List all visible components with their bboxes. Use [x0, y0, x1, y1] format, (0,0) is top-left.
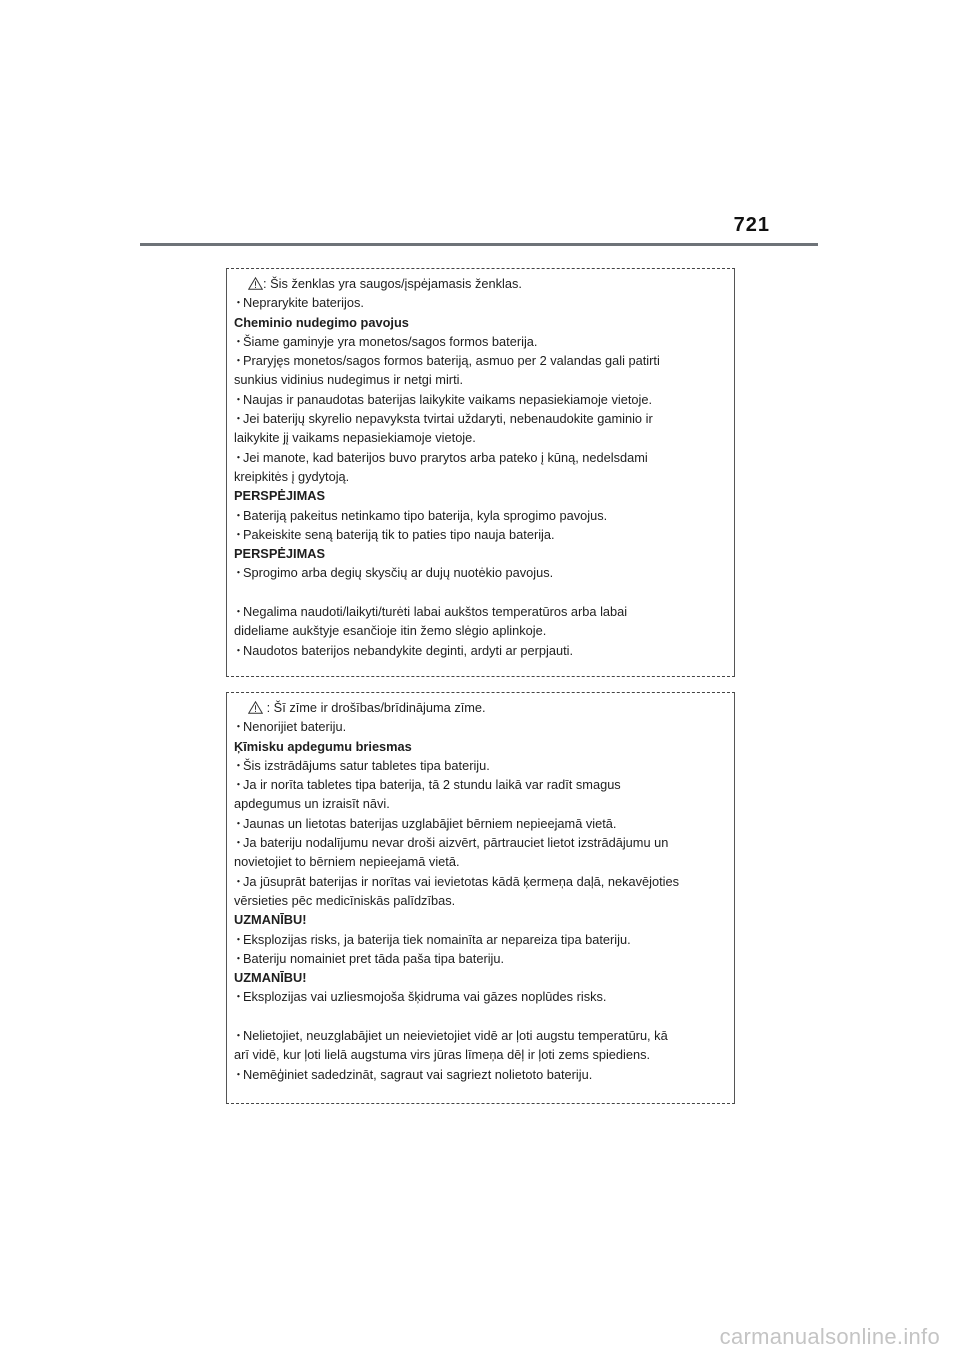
bullet-icon: ･ [235, 565, 242, 581]
bullet-icon: ･ [235, 835, 242, 851]
bullet-icon: ･ [235, 873, 242, 889]
bullet-icon: ･ [235, 604, 242, 620]
bullet-text: Pakeiskite seną bateriją tik to paties tipo nauja baterija. [243, 526, 555, 542]
bullet-line [234, 525, 728, 544]
bullet-line [234, 717, 728, 736]
bullet-line [234, 448, 728, 467]
box-content [234, 293, 728, 660]
bullet-text: Nemēģiniet sadedzināt, sagraut vai sagriezt nolietoto bateriju. [243, 1066, 593, 1082]
bullet-icon: ･ [235, 777, 242, 793]
bullet-icon: ･ [235, 353, 242, 369]
watermark: carmanualsonline.info [719, 1324, 940, 1349]
blank-line [234, 583, 728, 602]
bullet-icon: ･ [235, 757, 242, 773]
bullet-text: Sprogimo arba degių skysčių ar dujų nuotėkio pavojus. [243, 565, 554, 581]
blank-line [234, 1007, 728, 1026]
section-heading: UZMANĪBU! [234, 912, 307, 928]
continuation-line: arī vidē, kur ļoti lielā augstuma virs jūras līmeņa dēļ ir ļoti zems spiediens. [234, 1047, 651, 1063]
page-number: 721 [733, 214, 770, 236]
warning-box-latvian [226, 692, 735, 1104]
warning-box-lithuanian [226, 268, 735, 677]
continuation-line: dideliame aukštyje esančioje itin žemo slėgio aplinkoje. [234, 623, 547, 639]
bullet-text: Nenorijiet bateriju. [243, 719, 347, 735]
box-content [234, 717, 728, 1084]
bullet-line [234, 409, 728, 428]
bullet-line [234, 987, 728, 1006]
bullet-icon: ･ [235, 989, 242, 1005]
continuation-line: sunkius vidinius nudegimus ir netgi mirti. [234, 372, 464, 388]
bullet-icon: ･ [235, 333, 242, 349]
bullet-icon: ･ [235, 507, 242, 523]
bullet-line [234, 506, 728, 525]
header-rule [140, 243, 818, 246]
bullet-text: Ja ir norīta tabletes tipa baterija, tā 2 stundu laikā var radīt smagus [243, 777, 621, 793]
bullet-line [234, 641, 728, 660]
bullet-icon: ･ [235, 642, 242, 658]
bullet-text: Bateriju nomainiet pret tāda paša tipa bateriju. [243, 950, 505, 966]
bullet-line [234, 872, 728, 891]
bullet-icon: ･ [235, 411, 242, 427]
bullet-line [234, 1065, 728, 1084]
bullet-text: Ja jūsuprāt baterijas ir norītas vai ievietotas kādā ķermeņa daļā, nekavējoties [243, 873, 680, 889]
bullet-line [234, 833, 728, 852]
bullet-text: Jaunas un lietotas baterijas uzglabājiet bērniem nepieejamā vietā. [243, 815, 617, 831]
continuation-line: vērsieties pēc medicīniskās palīdzības. [234, 892, 456, 908]
bullet-text: Nelietojiet, neuzglabājiet un neievietojiet vidē ar ļoti augstu temperatūru, kā [243, 1028, 668, 1044]
bullet-icon: ･ [235, 719, 242, 735]
bullet-line [234, 602, 728, 621]
bullet-text: Praryjęs monetos/sagos formos bateriją, asmuo per 2 valandas gali patirti [243, 353, 660, 369]
warning-triangle-icon [248, 277, 263, 290]
bullet-icon: ･ [235, 950, 242, 966]
bullet-line [234, 332, 728, 351]
bullet-text: Naujas ir panaudotas baterijas laikykite vaikams nepasiekiamoje vietoje. [243, 391, 653, 407]
continuation-line: novietojiet to bērniem nepieejamā vietā. [234, 854, 460, 870]
bullet-icon: ･ [235, 931, 242, 947]
warning-header [234, 698, 728, 717]
bullet-icon: ･ [235, 295, 242, 311]
section-heading: Ķīmisku apdegumu briesmas [234, 738, 412, 754]
warning-triangle-icon [248, 701, 263, 714]
warning-header [234, 274, 728, 293]
bullet-line [234, 293, 728, 312]
continuation-line: kreipkitės į gydytoją. [234, 468, 350, 484]
section-heading: UZMANĪBU! [234, 970, 307, 986]
bullet-text: Šiame gaminyje yra monetos/sagos formos baterija. [243, 333, 538, 349]
continuation-line: laikykite jį vaikams nepasiekiamoje vietoje. [234, 430, 476, 446]
section-heading: PERSPĖJIMAS [234, 488, 326, 504]
bullet-icon: ･ [235, 391, 242, 407]
bullet-icon: ･ [235, 1028, 242, 1044]
bullet-text: Ja bateriju nodalījumu nevar droši aizvērt, pārtrauciet lietot izstrādājumu un [243, 835, 669, 851]
warning-label: : Šī zīme ir drošības/brīdinājuma zīme. [266, 700, 486, 715]
section-heading: Cheminio nudegimo pavojus [234, 314, 409, 330]
bullet-icon: ･ [235, 815, 242, 831]
bullet-line [234, 756, 728, 775]
bullet-text: Jei baterijų skyrelio nepavyksta tvirtai uždaryti, nebenaudokite gaminio ir [243, 411, 653, 427]
bullet-text: Bateriją pakeitus netinkamo tipo baterija, kyla sprogimo pavojus. [243, 507, 608, 523]
bullet-line [234, 351, 728, 370]
bullet-text: Naudotos baterijos nebandykite deginti, ardyti ar perpjauti. [243, 642, 574, 658]
bullet-icon: ･ [235, 449, 242, 465]
warning-label: : Šis ženklas yra saugos/įspėjamasis ženklas. [263, 276, 522, 291]
bullet-line [234, 1026, 728, 1045]
bullet-line [234, 390, 728, 409]
bullet-line [234, 930, 728, 949]
bullet-text: Eksplozijas risks, ja baterija tiek nomainīta ar nepareiza tipa bateriju. [243, 931, 631, 947]
bullet-text: Neprarykite baterijos. [243, 295, 364, 311]
bullet-text: Šis izstrādājums satur tabletes tipa bateriju. [243, 757, 490, 773]
bullet-line [234, 563, 728, 582]
bullet-text: Jei manote, kad baterijos buvo prarytos arba pateko į kūną, nedelsdami [243, 449, 648, 465]
bullet-icon: ･ [235, 1066, 242, 1082]
bullet-line [234, 775, 728, 794]
bullet-text: Eksplozijas vai uzliesmojoša šķidruma vai gāzes noplūdes risks. [243, 989, 607, 1005]
continuation-line: apdegumus un izraisīt nāvi. [234, 796, 390, 812]
bullet-text: Negalima naudoti/laikyti/turėti labai aukštos temperatūros arba labai [243, 604, 628, 620]
section-heading: PERSPĖJIMAS [234, 546, 326, 562]
bullet-line [234, 814, 728, 833]
bullet-line [234, 949, 728, 968]
bullet-icon: ･ [235, 526, 242, 542]
